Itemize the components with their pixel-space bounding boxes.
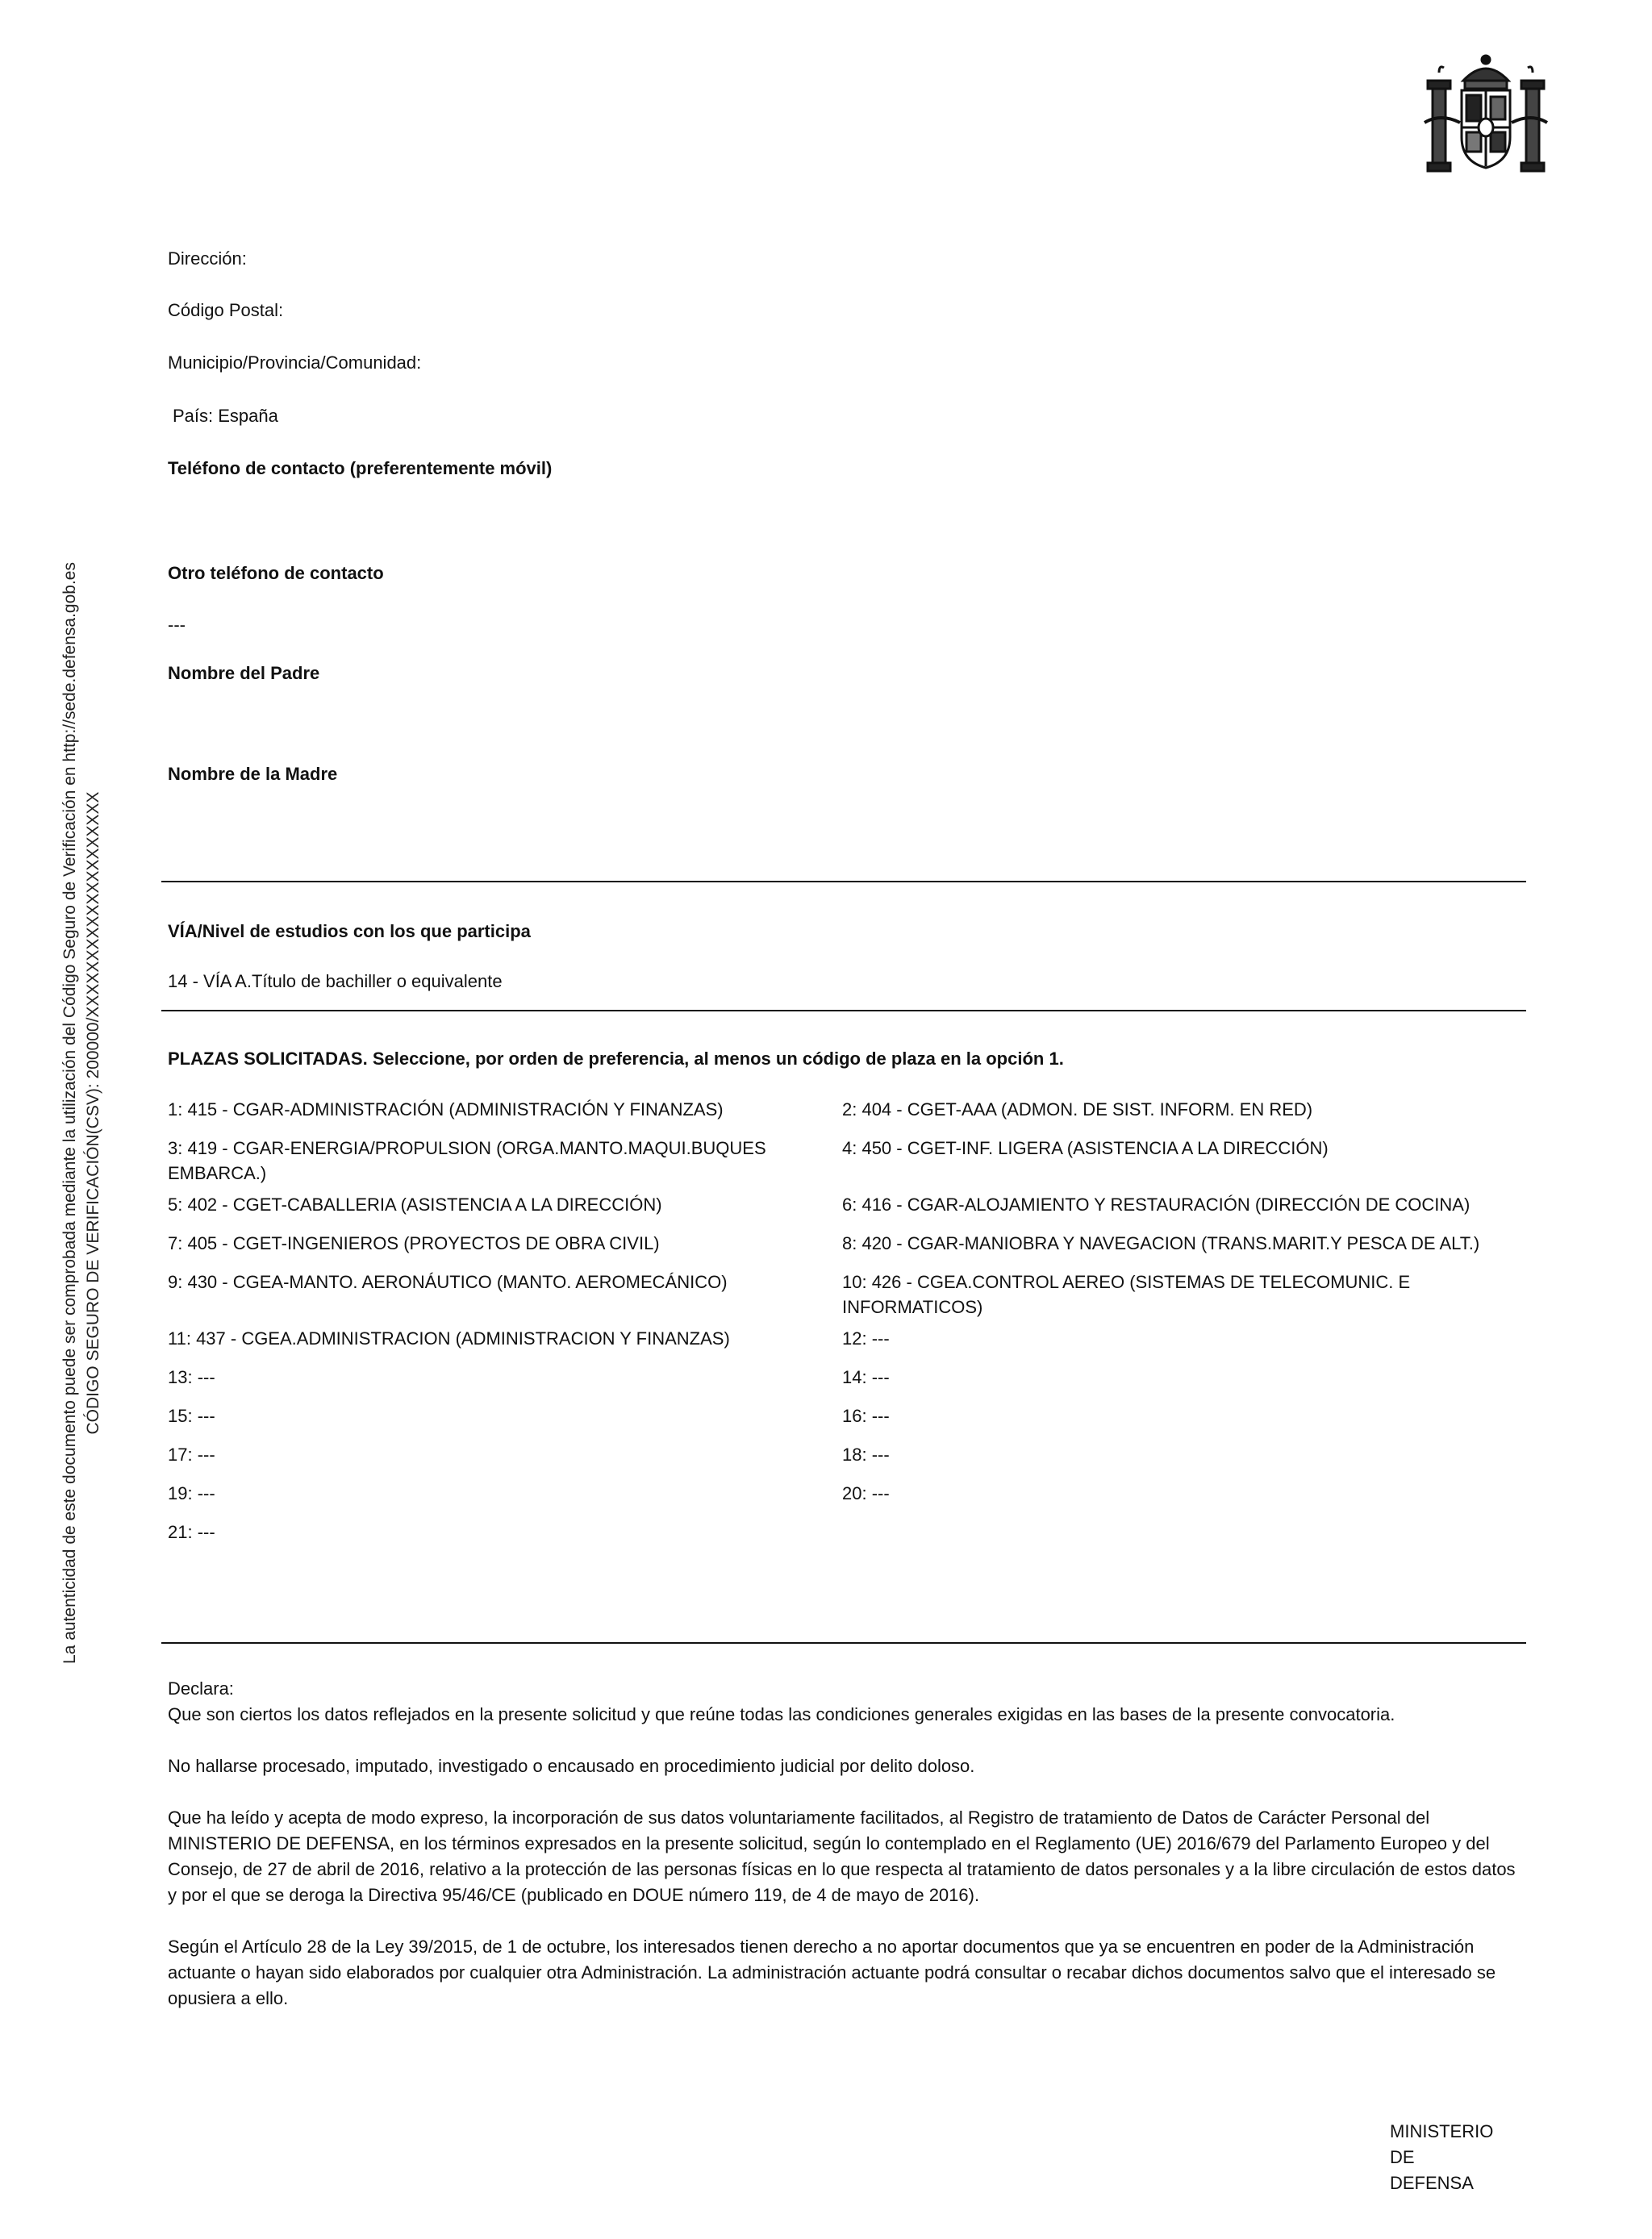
plaza-item: 4: 450 - CGET-INF. LIGERA (ASISTENCIA A LA DIRECCIÓN) xyxy=(842,1138,1329,1158)
plazas-grid xyxy=(168,1097,1526,1558)
direccion-label: Dirección: xyxy=(168,248,247,269)
footer-line: MINISTERIO xyxy=(1390,2121,1494,2141)
plaza-item: 21: --- xyxy=(168,1522,215,1542)
plaza-item: 18: --- xyxy=(842,1445,890,1465)
plaza-item: 19: --- xyxy=(168,1483,215,1503)
plazas-title: PLAZAS SOLICITADAS. Seleccione, por orden de preferencia, al menos un código de plaza en la opción 1. xyxy=(168,1049,1064,1069)
plaza-item: 8: 420 - CGAR-MANIOBRA Y NAVEGACION (TRANS.MARIT.Y PESCA DE ALT.) xyxy=(842,1233,1480,1253)
verification-side-text xyxy=(58,403,105,1823)
plaza-item: 7: 405 - CGET-INGENIEROS (PROYECTOS DE OBRA CIVIL) xyxy=(168,1233,660,1253)
footer-line: DEFENSA xyxy=(1390,2173,1474,2193)
plaza-item: 9: 430 - CGEA-MANTO. AERONÁUTICO (MANTO. AEROMECÁNICO) xyxy=(168,1272,728,1292)
plaza-item: 20: --- xyxy=(842,1483,890,1503)
plaza-item: 5: 402 - CGET-CABALLERIA (ASISTENCIA A LA DIRECCIÓN) xyxy=(168,1195,662,1215)
telefono-label: Teléfono de contacto (preferentemente móvil) xyxy=(168,458,553,478)
padre-label: Nombre del Padre xyxy=(168,663,320,683)
estudios-label: VÍA/Nivel de estudios con los que participa xyxy=(168,921,531,941)
municipio-label: Municipio/Provincia/Comunidad: xyxy=(168,352,422,373)
otro-telefono-label: Otro teléfono de contacto xyxy=(168,563,384,583)
plaza-item: 13: --- xyxy=(168,1367,215,1387)
plaza-item: 15: --- xyxy=(168,1406,215,1426)
declara-paragraph: Según el Artículo 28 de la Ley 39/2015, de 1 de octubre, los interesados tienen derecho a no aportar documentos que ya se encuentren en poder de la Administración actuante o hayan sido elaborados por cualquier otra Administración. La administración actuante podrá consultar o recabar dichos documentos salvo que el interesado se opusiera a ello. xyxy=(168,1937,1496,2008)
divider-line xyxy=(161,1642,1526,1644)
plaza-item: 1: 415 - CGAR-ADMINISTRACIÓN (ADMINISTRACIÓN Y FINANZAS) xyxy=(168,1099,724,1120)
codigo-postal-label: Código Postal: xyxy=(168,300,284,320)
plaza-item: 14: --- xyxy=(842,1367,890,1387)
plaza-item: 3: 419 - CGAR-ENERGIA/PROPULSION (ORGA.MANTO.MAQUI.BUQUES EMBARCA.) xyxy=(168,1138,766,1183)
footer-line: DE xyxy=(1390,2147,1415,2167)
side-text-line2: CÓDIGO SEGURO DE VERIFICACIÓN(CSV): 200000/XXXXXXXXXXXXXXXXXXXX xyxy=(84,791,102,1435)
declara-paragraph: No hallarse procesado, imputado, investigado o encausado en procedimiento judicial por delito doloso. xyxy=(168,1756,975,1776)
ministry-footer xyxy=(1390,2119,1493,2196)
divider-line xyxy=(161,1010,1526,1011)
declaration-section xyxy=(168,1676,1523,2037)
plaza-item: 16: --- xyxy=(842,1406,890,1426)
divider-line xyxy=(161,881,1526,882)
pais-label: País: España xyxy=(173,406,278,426)
plaza-item: 12: --- xyxy=(842,1328,890,1349)
otro-telefono-value: --- xyxy=(168,615,186,635)
madre-label: Nombre de la Madre xyxy=(168,764,338,784)
plaza-item: 11: 437 - CGEA.ADMINISTRACION (ADMINISTRACION Y FINANZAS) xyxy=(168,1328,730,1349)
side-text-line1: La autenticidad de este documento puede ser comprobada mediante la utilización del Código Seguro de Verificación en http://sede.defensa.gob.es xyxy=(60,562,79,1664)
plaza-item: 6: 416 - CGAR-ALOJAMIENTO Y RESTAURACIÓN (DIRECCIÓN DE COCINA) xyxy=(842,1195,1471,1215)
declara-paragraph: Que son ciertos los datos reflejados en la presente solicitud y que reúne todas las condiciones generales exigidas en las bases de la presente convocatoria. xyxy=(168,1704,1395,1724)
coat-of-arms-icon xyxy=(1421,48,1550,177)
plaza-item: 17: --- xyxy=(168,1445,215,1465)
plaza-item: 10: 426 - CGEA.CONTROL AEREO (SISTEMAS DE TELECOMUNIC. E INFORMATICOS) xyxy=(842,1272,1411,1317)
plaza-item: 2: 404 - CGET-AAA (ADMON. DE SIST. INFORM. EN RED) xyxy=(842,1099,1313,1120)
declara-paragraph: Que ha leído y acepta de modo expreso, la incorporación de sus datos voluntariamente facilitados, al Registro de tratamiento de Datos de Carácter Personal del MINISTERIO DE DEFENSA, en los términos expresados en la presente solicitud, según lo contemplado en el Reglamento (UE) 2016/679 del Parlamento Europeo y del Consejo, de 27 de abril de 2016, relativo a la protección de las personas físicas en lo que respecta al tratamiento de datos personales y a la libre circulación de estos datos y por el que se deroga la Directiva 95/46/CE (publicado en DOUE número 119, de 4 de mayo de 2016). xyxy=(168,1807,1516,1905)
estudios-value: 14 - VÍA A.Título de bachiller o equivalente xyxy=(168,971,503,991)
declara-heading: Declara: xyxy=(168,1678,234,1699)
